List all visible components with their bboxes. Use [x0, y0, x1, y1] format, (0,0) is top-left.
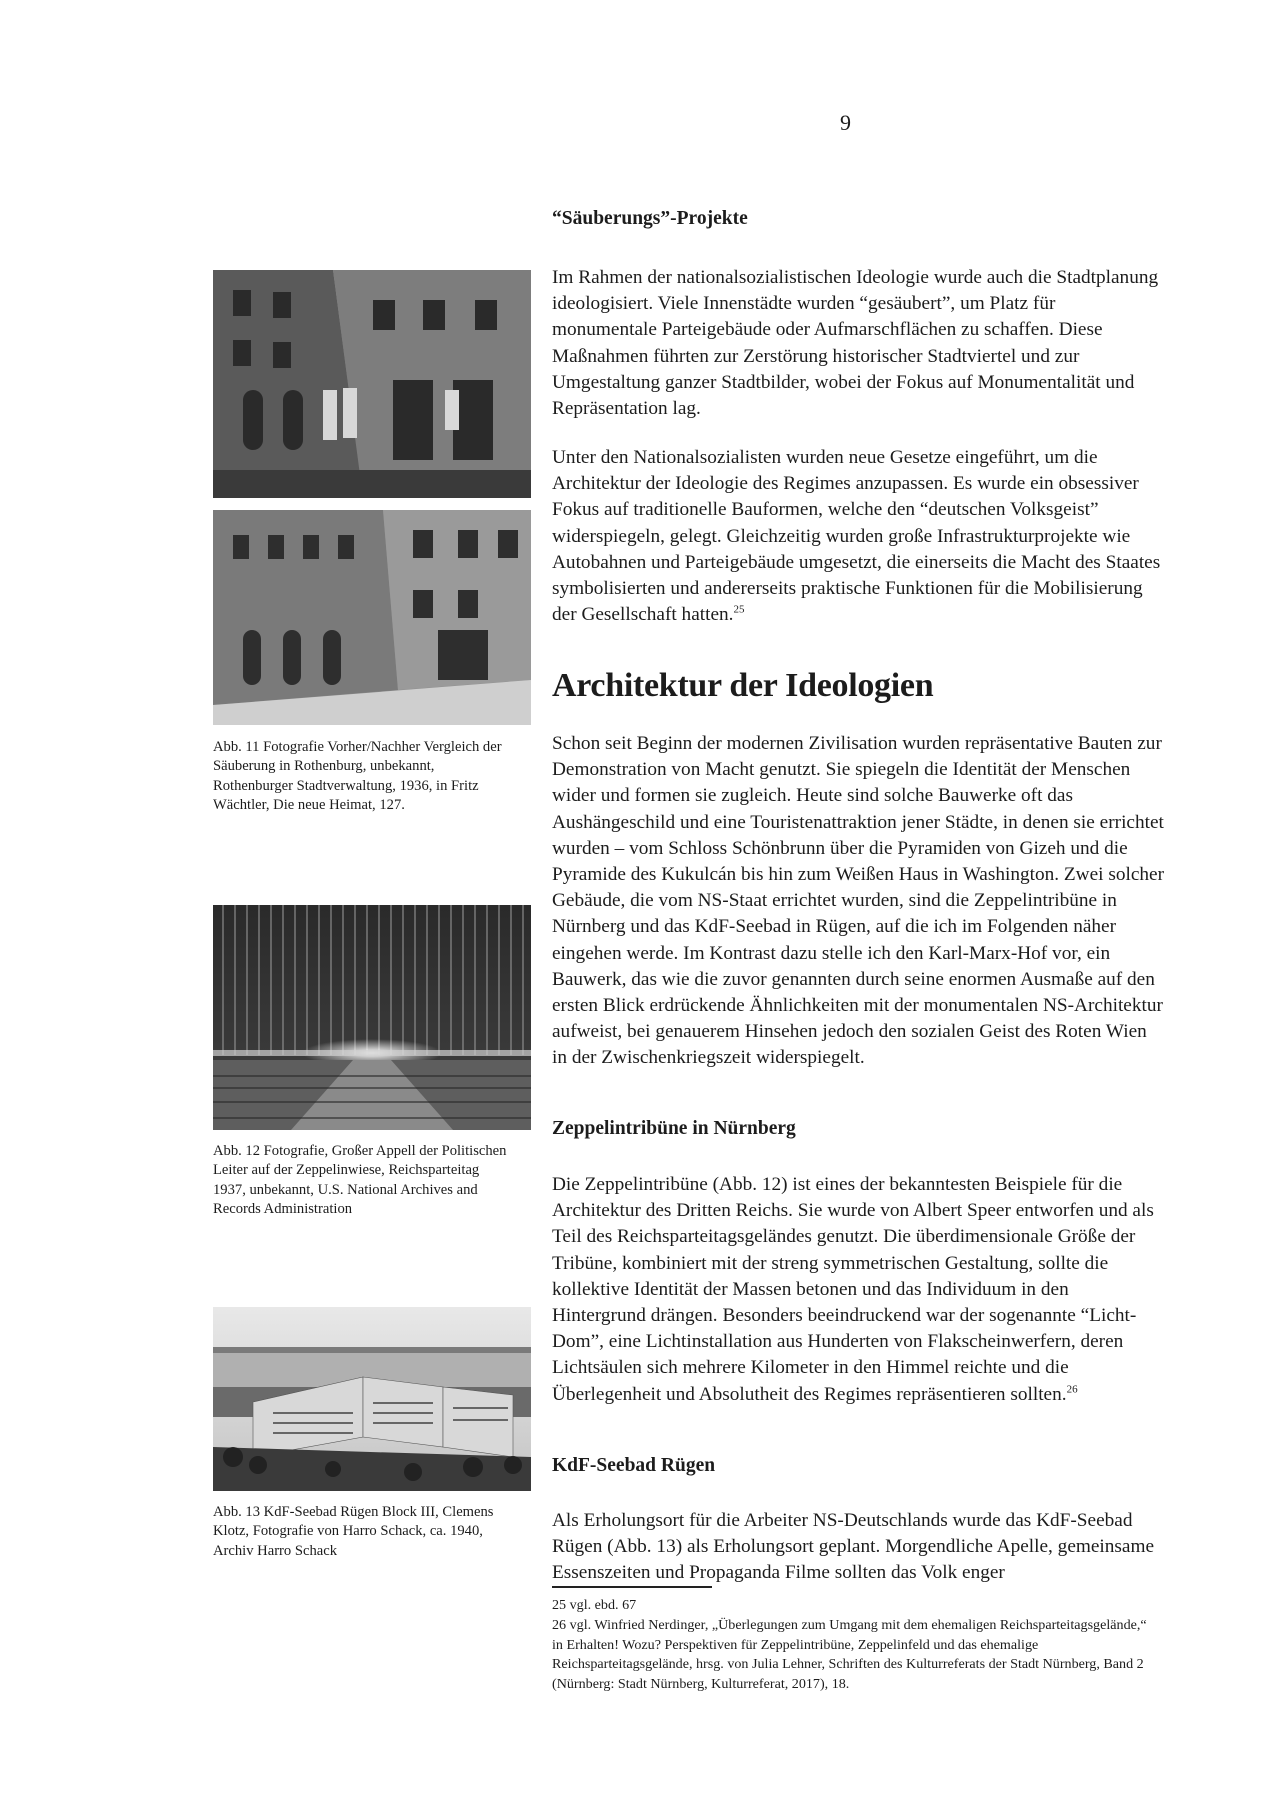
paragraph-kdf-seebad: Als Erholungsort für die Arbeiter NS-Deutschlands wurde das KdF-Seebad Rügen (Abb. 13) als Erholungsort geplant. Morgendliche Apelle, gemeinsame Essenszeiten und Propaganda Filme sollten das Volk enger — [552, 1510, 1155, 1584]
section-heading-saeuberung: “Säuberungs”-Projekte — [552, 208, 748, 229]
paragraph-architektur: Schon seit Beginn der modernen Zivilisation wurden repräsentative Bauten zur Demonstration von Macht genutzt. Sie spiegeln die Identität der Menschen wider und formen sie zugleich. Heute sind solche Bauwerke oft das Aushängeschild und eine Touristenattraktion jener Städte, in denen sie errichtet wurden – vom Schloss Schönbrunn über die Pyramiden von Gizeh und die Pyramide des Kukulcán bis hin zum Weißen Haus in Washington. Zwei solcher Gebäude, die vom NS-Staat errichtet wurden, sind die Zeppelintribüne in Nürnberg und das KdF-Seebad in Rügen, auf die ich im Folgenden näher eingehen werde. Im Kontrast dazu stelle ich den Karl-Marx-Hof vor, ein Bauwerk, das wie die zuvor genannten durch seine enormen Ausmaße auf den ersten Blick erdrückende Ähnlichkeiten mit der monumentalen NS-Architektur aufweist, bei genauerem Hinsehen jedoch den sozialen Geist des Roten Wien in der Zwischenkriegszeit widerspiegelt. — [552, 733, 1164, 1069]
photo-zeppelinwiese-lichtdom — [213, 905, 531, 1130]
footnote-divider — [552, 1586, 712, 1588]
footnote-26: 26 vgl. Winfried Nerdinger, „Überlegungen zum Umgang mit dem ehemaligen Reichsparteitagsgelände,“ in Erhalten! Wozu? Perspektiven für Zeppelintribüne, Zeppelinfeld und das ehemalige Reichsparteitagsgelände, hrsg. von Julia Lehner, Schriften des Kulturreferats der Stadt Nürnberg, Band 2 (Nürnberg: Stadt Nürnberg, Kulturreferat, 2017), 18. — [552, 1617, 1147, 1692]
section-heading-architektur: Architektur der Ideologien — [552, 667, 934, 704]
photo-rothenburg-before — [213, 270, 531, 498]
caption-abb-12: Abb. 12 Fotografie, Großer Appell der Politischen Leiter auf der Zeppelinwiese, Reichsparteitag 1937, unbekannt, U.S. National Archives and Records Administration — [213, 1143, 507, 1218]
paragraph-zeppelintribuene: Die Zeppelintribüne (Abb. 12) ist eines der bekanntesten Beispiele für die Architektur des Dritten Reichs. Sie wurde von Albert Speer entworfen und als Teil des Reichsparteitagsgeländes genutzt. Die überdimensionale Größe der Tribüne, kombiniert mit der streng symmetrischen Gestaltung, sollte die kollektive Identität der Massen betonen und das Individuum in den Hintergrund drängen. Besonders beeindruckend war der sogenannte “Licht-Dom”, eine Lichtinstallation aus Hunderten von Flakscheinwerfern, deren Lichtsäulen sich mehrere Kilometer in den Himmel reichte und die Überlegenheit und Absolutheit des Regimes repräsentieren sollten.$^{26}$ — [552, 1174, 1154, 1405]
footnote-25: 25 vgl. ebd. 67 — [552, 1597, 637, 1613]
page-number: 9 — [840, 110, 851, 135]
caption-abb-11: Abb. 11 Fotografie Vorher/Nachher Vergleich der Säuberung in Rothenburg, unbekannt, Rothenburger Stadtverwaltung, 1936, in Fritz Wächtler, Die neue Heimat, 127. — [213, 739, 502, 814]
section-heading-kdf-seebad: KdF-Seebad Rügen — [552, 1455, 716, 1476]
footnote-ref-26[interactable]: 26 — [1066, 1383, 1078, 1396]
paragraph-saeuberung-2: Unter den Nationalsozialisten wurden neue Gesetze eingeführt, um die Architektur der Ideologie des Regimes anzupassen. Es wurde ein obsessiver Fokus auf traditionelle Bauformen, welche den “deutschen Volksgeist” widerspiegeln, gelegt. Gleichzeitig wurden große Infrastrukturprojekte wie Autobahnen und Parteigebäude umgesetzt, die einerseits die Macht des Staates symbolisierten und andererseits praktische Funktionen für die Mobilisierung der Gesellschaft hatten.$^{25}$ — [552, 447, 1161, 626]
section-heading-zeppelintribuene: Zeppelintribüne in Nürnberg — [552, 1118, 796, 1139]
caption-abb-13: Abb. 13 KdF-Seebad Rügen Block III, Clemens Klotz, Fotografie von Harro Schack, ca. 1940, Archiv Harro Schack — [213, 1504, 494, 1559]
photo-kdf-seebad-ruegen — [213, 1307, 531, 1491]
paragraph-saeuberung-1: Im Rahmen der nationalsozialistischen Ideologie wurde auch die Stadtplanung ideologisiert. Viele Innenstädte wurden “gesäubert”, um Platz für monumentale Parteigebäude oder Aufmarschflächen zu schaffen. Diese Maßnahmen führten zur Zerstörung historischer Stadtviertel und zur Umgestaltung ganzer Stadtbilder, wobei der Fokus auf Monumentalität und Repräsentation lag. — [552, 267, 1159, 420]
photo-rothenburg-after — [213, 510, 531, 725]
footnote-ref-25[interactable]: 25 — [733, 603, 745, 616]
